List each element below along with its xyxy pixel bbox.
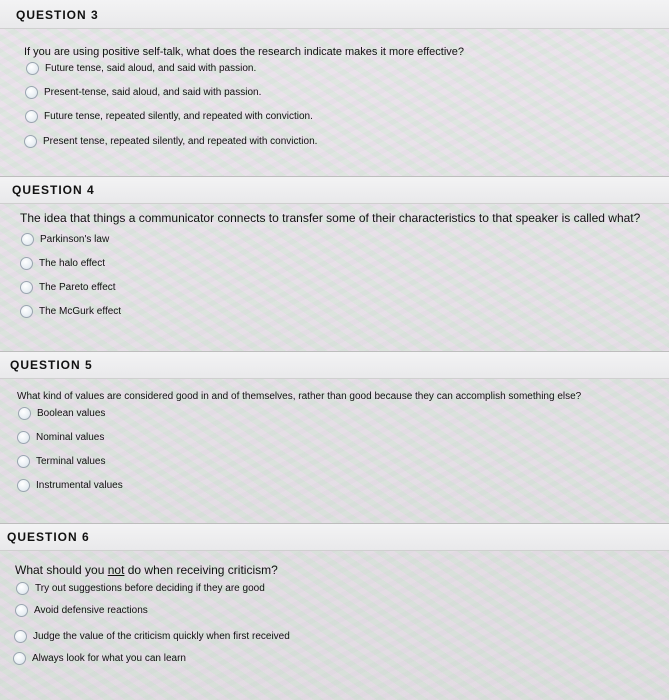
question-4-option-3[interactable]	[20, 281, 116, 294]
option-label: Parkinson's law	[40, 234, 110, 245]
option-label: The halo effect	[39, 258, 105, 269]
question-4-option-1[interactable]	[21, 233, 109, 246]
question-6-option-1[interactable]	[16, 582, 265, 595]
question-4-title: QUESTION 4	[12, 183, 95, 197]
option-label: Try out suggestions before deciding if they are good	[35, 583, 265, 594]
option-label: Present tense, repeated silently, and repeated with conviction.	[43, 136, 318, 147]
option-label: Future tense, repeated silently, and repeated with conviction.	[44, 111, 313, 122]
radio-button[interactable]	[25, 110, 38, 123]
radio-button[interactable]	[20, 257, 33, 270]
question-3-option-4[interactable]	[24, 135, 317, 148]
question-3-option-3[interactable]	[25, 110, 313, 123]
radio-button[interactable]	[18, 407, 31, 420]
option-label: Nominal values	[36, 432, 105, 443]
radio-button[interactable]	[15, 604, 28, 617]
question-6-header	[0, 523, 669, 551]
question-3-text: If you are using positive self-talk, what does the research indicate makes it more effective?	[24, 46, 465, 58]
question-5-header	[0, 351, 669, 379]
question-4-header	[0, 176, 669, 204]
question-3-header	[0, 0, 669, 29]
option-label: Instrumental values	[36, 480, 123, 491]
question-5-option-1[interactable]	[18, 407, 105, 420]
radio-button[interactable]	[26, 62, 39, 75]
question-5-text: What kind of values are considered good in and of themselves, rather than good because they can accomplish something else?	[17, 391, 582, 402]
question-5-option-4[interactable]	[17, 479, 123, 492]
question-4-option-2[interactable]	[20, 257, 105, 270]
question-5-title: QUESTION 5	[10, 358, 93, 372]
question-4-option-4[interactable]	[20, 305, 121, 318]
radio-button[interactable]	[13, 652, 26, 665]
radio-button[interactable]	[17, 455, 30, 468]
question-3-option-1[interactable]	[26, 62, 256, 75]
option-label: Avoid defensive reactions	[34, 605, 148, 616]
radio-button[interactable]	[17, 479, 30, 492]
radio-button[interactable]	[17, 431, 30, 444]
question-6-option-4[interactable]	[13, 652, 186, 665]
question-4-text: The idea that things a communicator connects to transfer some of their characteristics to that speaker is called what?	[20, 211, 641, 225]
question-3-title: QUESTION 3	[16, 8, 99, 22]
option-label: Terminal values	[36, 456, 106, 467]
option-label: The Pareto effect	[39, 282, 116, 293]
option-label: Judge the value of the criticism quickly when first received	[33, 631, 290, 642]
radio-button[interactable]	[21, 233, 34, 246]
question-6-text-end: do when receiving criticism?	[124, 563, 278, 577]
option-label: Boolean values	[37, 408, 106, 419]
option-label: Present-tense, said aloud, and said with passion.	[44, 87, 262, 98]
question-6-text-start: What should you	[15, 563, 108, 577]
option-label: Always look for what you can learn	[32, 653, 186, 664]
question-6-option-2[interactable]	[15, 604, 148, 617]
radio-button[interactable]	[14, 630, 27, 643]
radio-button[interactable]	[20, 281, 33, 294]
question-3-option-2[interactable]	[25, 86, 261, 99]
radio-button[interactable]	[16, 582, 29, 595]
radio-button[interactable]	[25, 86, 38, 99]
question-6-text	[15, 563, 278, 577]
question-5-option-3[interactable]	[17, 455, 105, 468]
question-6-title: QUESTION 6	[7, 530, 90, 544]
option-label: The McGurk effect	[39, 306, 122, 317]
question-6-text-emphasis: not	[107, 563, 125, 577]
radio-button[interactable]	[24, 135, 37, 148]
question-5-option-2[interactable]	[17, 431, 104, 444]
radio-button[interactable]	[20, 305, 33, 318]
option-label: Future tense, said aloud, and said with passion.	[45, 63, 257, 74]
question-6-option-3[interactable]	[14, 630, 290, 643]
